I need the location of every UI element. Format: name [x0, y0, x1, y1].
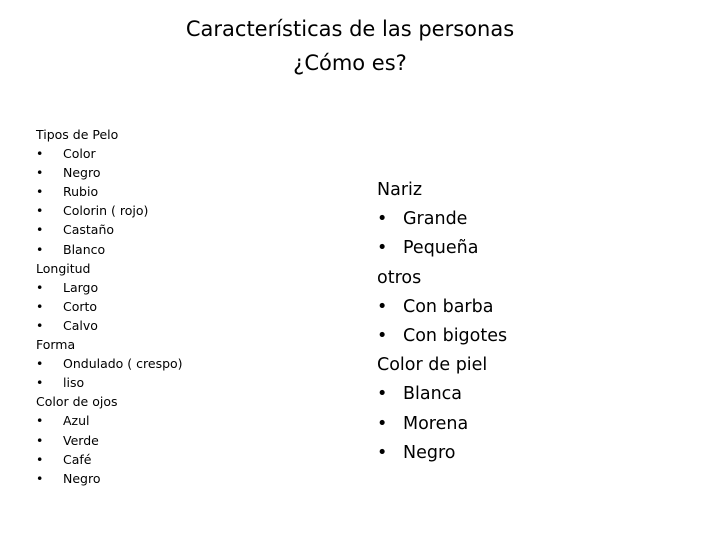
- bullet-icon: •: [36, 298, 44, 314]
- list-heading: [377, 176, 507, 205]
- bullet-icon: •: [36, 413, 44, 429]
- list-heading: [377, 351, 507, 380]
- slide-title: Características de las personas: [185, 17, 515, 41]
- list-item-label: Con barba: [403, 296, 494, 317]
- right-text-column: [377, 176, 507, 468]
- list-item-label: Pequeña: [403, 238, 479, 259]
- list-item: [36, 450, 183, 469]
- list-item: [377, 293, 507, 322]
- list-item: [36, 411, 183, 430]
- list-item: [36, 240, 183, 259]
- list-item-label: Castaño: [63, 222, 115, 238]
- bullet-icon: •: [36, 470, 44, 486]
- slide-subtitle: ¿Cómo es?: [293, 51, 407, 75]
- list-item-label: Negro: [63, 165, 101, 181]
- list-item-label: Rubio: [63, 184, 99, 200]
- bullet-icon: •: [377, 442, 388, 463]
- list-item-label: Corto: [63, 298, 98, 314]
- list-item: [36, 431, 183, 450]
- list-item-label: Verde: [63, 432, 99, 448]
- bullet-icon: •: [377, 325, 388, 346]
- list-item-label: Blanca: [403, 384, 463, 405]
- list-item-label: Calvo: [63, 317, 98, 333]
- list-item: [377, 234, 507, 263]
- list-item-label: Color de ojos: [36, 394, 118, 410]
- list-item-label: Morena: [403, 413, 469, 434]
- list-item-label: Con bigotes: [403, 325, 508, 346]
- bullet-icon: •: [36, 317, 44, 333]
- bullet-icon: •: [377, 209, 388, 230]
- bullet-icon: •: [36, 241, 44, 257]
- bullet-icon: •: [377, 296, 388, 317]
- bullet-icon: •: [36, 375, 44, 391]
- list-item-label: Nariz: [377, 180, 423, 200]
- list-heading: [36, 125, 183, 144]
- bullet-icon: •: [377, 413, 388, 434]
- list-item-label: Negro: [403, 442, 456, 463]
- list-item-label: Longitud: [36, 260, 91, 276]
- bullet-icon: •: [36, 356, 44, 372]
- bullet-icon: •: [36, 222, 44, 238]
- list-item-label: Color: [63, 146, 96, 162]
- list-item: [36, 316, 183, 335]
- bullet-icon: •: [36, 203, 44, 219]
- list-item: [377, 205, 507, 234]
- list-item: [36, 354, 183, 373]
- list-item-label: Blanco: [63, 241, 106, 257]
- list-item-label: Forma: [36, 337, 76, 353]
- list-item: [36, 201, 183, 220]
- list-item-label: Negro: [63, 470, 101, 486]
- list-item: [36, 297, 183, 316]
- list-item-label: otros: [377, 267, 422, 288]
- list-item-label: Largo: [63, 279, 99, 295]
- list-item: [36, 163, 183, 182]
- left-text-column: [36, 125, 183, 488]
- list-item-label: liso: [63, 375, 85, 391]
- list-item: [36, 182, 183, 201]
- list-item-label: Ondulado ( crespo): [63, 356, 183, 372]
- list-item-label: Grande: [403, 209, 468, 230]
- list-heading: [377, 264, 507, 293]
- list-item: [36, 144, 183, 163]
- bullet-icon: •: [36, 165, 44, 181]
- list-item: [36, 373, 183, 392]
- list-item: [36, 469, 183, 488]
- list-item: [36, 220, 183, 239]
- list-item: [377, 380, 507, 409]
- bullet-icon: •: [36, 146, 44, 162]
- list-item-label: Café: [63, 451, 92, 467]
- bullet-icon: •: [36, 184, 44, 200]
- bullet-icon: •: [377, 238, 388, 259]
- list-heading: [36, 259, 183, 278]
- list-heading: [36, 335, 183, 354]
- list-item-label: Azul: [63, 413, 90, 429]
- list-heading: [36, 392, 183, 411]
- list-item-label: Color de piel: [377, 355, 488, 376]
- list-item-label: Colorin ( rojo): [63, 203, 149, 219]
- list-item-label: Tipos de Pelo: [36, 127, 119, 142]
- bullet-icon: •: [377, 384, 388, 405]
- list-item: [377, 410, 507, 439]
- bullet-icon: •: [36, 432, 44, 448]
- list-item: [377, 439, 507, 468]
- list-item: [377, 322, 507, 351]
- bullet-icon: •: [36, 279, 44, 295]
- bullet-icon: •: [36, 451, 44, 467]
- list-item: [36, 278, 183, 297]
